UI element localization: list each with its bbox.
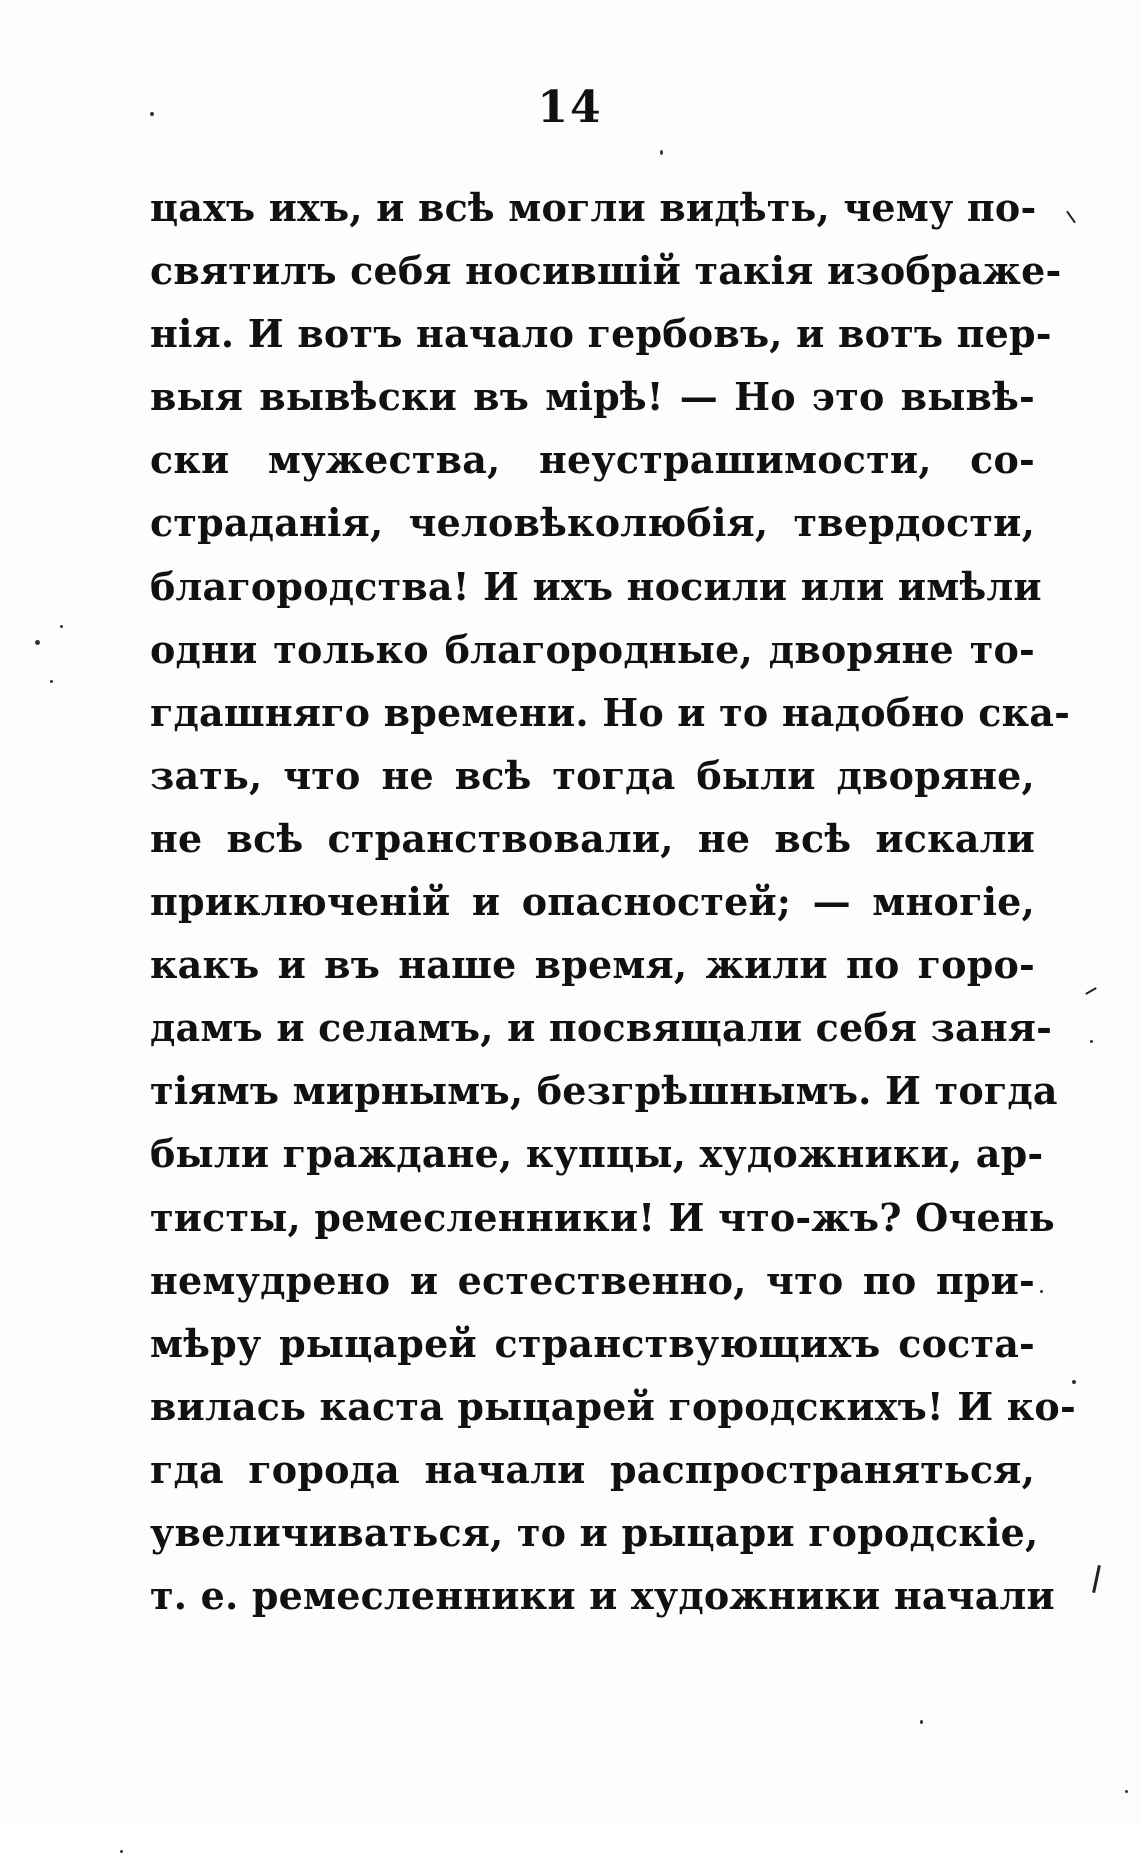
text-line: благородства! И ихъ носили или имѣли [150,563,1042,609]
scan-speck [1125,1790,1128,1793]
scan-speck [1090,1040,1093,1043]
page-number: 14 [537,82,603,133]
text-line: были граждане, купцы, художники, ар- [150,1131,1044,1177]
text-line: святилъ себя носившій такія изображе- [150,248,1062,294]
scan-speck [35,640,40,645]
text-line: гда города начали распространяться, [150,1446,1035,1492]
text-line: вилась каста рыцарей городскихъ! И ко- [150,1383,1076,1429]
scan-speck [1040,1290,1043,1293]
text-line: немудрено и естественно, что по при- [150,1257,1035,1303]
scan-speck [660,150,663,155]
text-line: мѣру рыцарей странствующихъ соста- [150,1320,1035,1366]
text-line: гдашняго времени. Но и то надобно ска- [150,689,1071,735]
scan-speck [1072,1380,1076,1384]
text-line: какъ и въ наше время, жили по горо- [150,942,1035,988]
text-line: тисты, ремесленники! И что-жъ? Очень [150,1194,1055,1240]
text-line: дамъ и селамъ, и посвящали себя заня- [150,1005,1053,1051]
text-line: приключеній и опасностей; — многіе, [150,879,1035,925]
scan-speck [920,1720,923,1724]
body-text [150,176,1076,1627]
text-line: зать, что не всѣ тогда были дворяне, [150,752,1035,798]
text-line: одни только благородные, дворяне то- [150,626,1035,672]
text-line: цахъ ихъ, и всѣ могли видѣть, чему по- [150,185,1037,230]
text-line: ски мужества, неустрашимости, со- [150,437,1035,483]
scan-mark [1085,987,1096,995]
text-line: тіямъ мирнымъ, безгрѣшнымъ. И тогда [150,1068,1058,1114]
scan-mark [1092,1565,1101,1593]
text-line: увеличиваться, то и рыцари городскіе, [150,1509,1039,1555]
scan-speck [60,625,63,628]
text-line: выя вывѣски въ мірѣ! — Но это вывѣ- [150,374,1035,420]
text-line: страданія, человѣколюбія, твердости, [150,500,1035,546]
text-line: не всѣ странствовали, не всѣ искали [150,815,1035,861]
scan-speck [150,112,154,116]
text-line: нія. И вотъ начало гербовъ, и вотъ пер- [150,311,1052,357]
text-line: т. е. ремесленники и художники начали [150,1573,1055,1619]
scan-speck [50,680,53,683]
scan-mark [1066,211,1076,224]
